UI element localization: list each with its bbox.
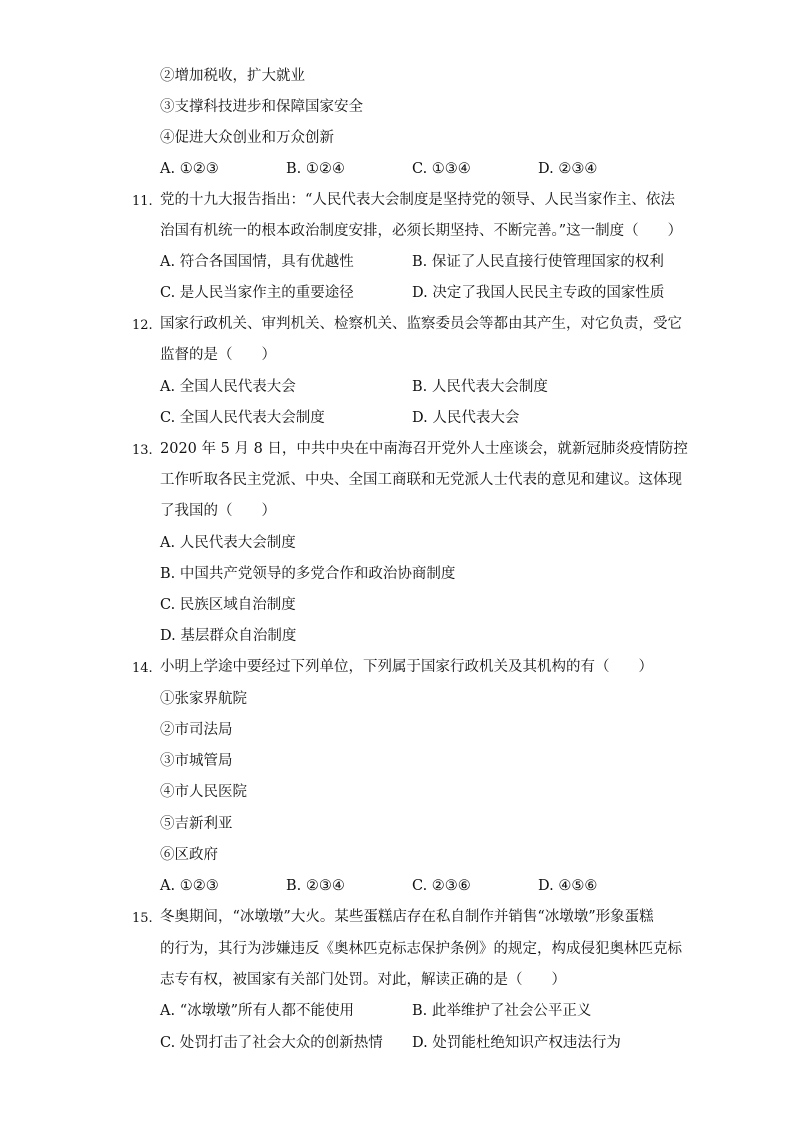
q14-option-d[interactable]: D. ④⑤⑥ xyxy=(538,878,598,894)
q12-option-c[interactable]: C. 全国人民代表大会制度 xyxy=(160,410,325,426)
q15-stem-line-1: 冬奥期间，“冰墩墩”大火。某些蛋糕店存在私自制作并销售“冰墩墩”形象蛋糕 xyxy=(160,909,654,925)
q13-option-a[interactable]: A. 人民代表大会制度 xyxy=(160,535,296,551)
q12-option-a[interactable]: A. 全国人民代表大会 xyxy=(160,379,296,395)
q15-option-a[interactable]: A. “冰墩墩”所有人都不能使用 xyxy=(160,1003,355,1019)
q11-number: 11. xyxy=(132,194,153,209)
q11-option-a[interactable]: A. 符合各国国情，具有优越性 xyxy=(160,254,354,270)
q12-option-d[interactable]: D. 人民代表大会 xyxy=(412,410,520,426)
q15-option-d[interactable]: D. 处罚能杜绝知识产权违法行为 xyxy=(412,1035,621,1051)
q11-option-c[interactable]: C. 是人民当家作主的重要途径 xyxy=(160,285,354,301)
q11-option-d[interactable]: D. 决定了我国人民民主专政的国家性质 xyxy=(412,285,665,301)
q14-item-5: ⑤吉新利亚 xyxy=(160,816,233,832)
q10-item-4: ④促进大众创业和万众创新 xyxy=(160,130,334,146)
q12-option-b[interactable]: B. 人民代表大会制度 xyxy=(412,379,548,395)
q10-item-2: ②增加税收，扩大就业 xyxy=(160,68,305,84)
q12-stem-line-2: 监督的是（ ） xyxy=(160,347,276,363)
q13-number: 13. xyxy=(132,443,153,458)
q14-item-4: ④市人民医院 xyxy=(160,784,247,800)
q15-option-c[interactable]: C. 处罚打击了社会大众的创新热情 xyxy=(160,1035,383,1051)
q14-option-c[interactable]: C. ②③⑥ xyxy=(412,878,471,894)
q12-stem-line-1: 国家行政机关、审判机关、检察机关、监察委员会等都由其产生，对它负责，受它 xyxy=(160,316,682,332)
q10-option-b[interactable]: B. ①②④ xyxy=(286,161,345,177)
q14-option-b[interactable]: B. ②③④ xyxy=(286,878,345,894)
q13-option-b[interactable]: B. 中国共产党领导的多党合作和政治协商制度 xyxy=(160,566,456,582)
q14-item-6: ⑥区政府 xyxy=(160,847,218,863)
q13-option-c[interactable]: C. 民族区域自治制度 xyxy=(160,597,296,613)
q14-option-a[interactable]: A. ①②③ xyxy=(160,878,219,894)
q13-stem-line-2: 工作听取各民主党派、中央、全国工商联和无党派人士代表的意见和建议。这体现 xyxy=(160,472,682,488)
q15-option-b[interactable]: B. 此举维护了社会公平正义 xyxy=(412,1003,592,1019)
q13-stem-line-3: 了我国的（ ） xyxy=(160,503,276,519)
q10-option-d[interactable]: D. ②③④ xyxy=(538,161,598,177)
q13-stem-line-1: 2020 年 5 月 8 日，中共中央在中南海召开党外人士座谈会，就新冠肺炎疫情防控 xyxy=(160,441,688,457)
q12-number: 12. xyxy=(132,318,153,333)
q15-stem-line-3: 志专有权，被国家有关部门处罚。对此，解读正确的是（ ） xyxy=(160,972,566,988)
q10-item-3: ③支撑科技进步和保障国家安全 xyxy=(160,99,363,115)
q13-option-d[interactable]: D. 基层群众自治制度 xyxy=(160,628,297,644)
q14-item-2: ②市司法局 xyxy=(160,722,233,738)
q11-option-b[interactable]: B. 保证了人民直接行使管理国家的权利 xyxy=(412,254,664,270)
q14-number: 14. xyxy=(132,661,153,676)
q11-stem-line-1: 党的十九大报告指出：“人民代表大会制度是坚持党的领导、人民当家作主、依法 xyxy=(160,192,675,208)
q10-option-a[interactable]: A. ①②③ xyxy=(160,161,219,177)
q14-item-1: ①张家界航院 xyxy=(160,691,247,707)
q11-stem-line-2: 治国有机统一的根本政治制度安排，必须长期坚持、不断完善。”这一制度（ ） xyxy=(160,223,683,239)
q15-number: 15. xyxy=(132,911,153,926)
q15-stem-line-2: 的行为，其行为涉嫌违反《奥林匹克标志保护条例》的规定，构成侵犯奥林匹克标 xyxy=(160,941,682,957)
q14-item-3: ③市城管局 xyxy=(160,753,233,769)
q10-option-c[interactable]: C. ①③④ xyxy=(412,161,471,177)
q14-stem-line-1: 小明上学途中要经过下列单位，下列属于国家行政机关及其机构的有（ ） xyxy=(160,659,653,675)
